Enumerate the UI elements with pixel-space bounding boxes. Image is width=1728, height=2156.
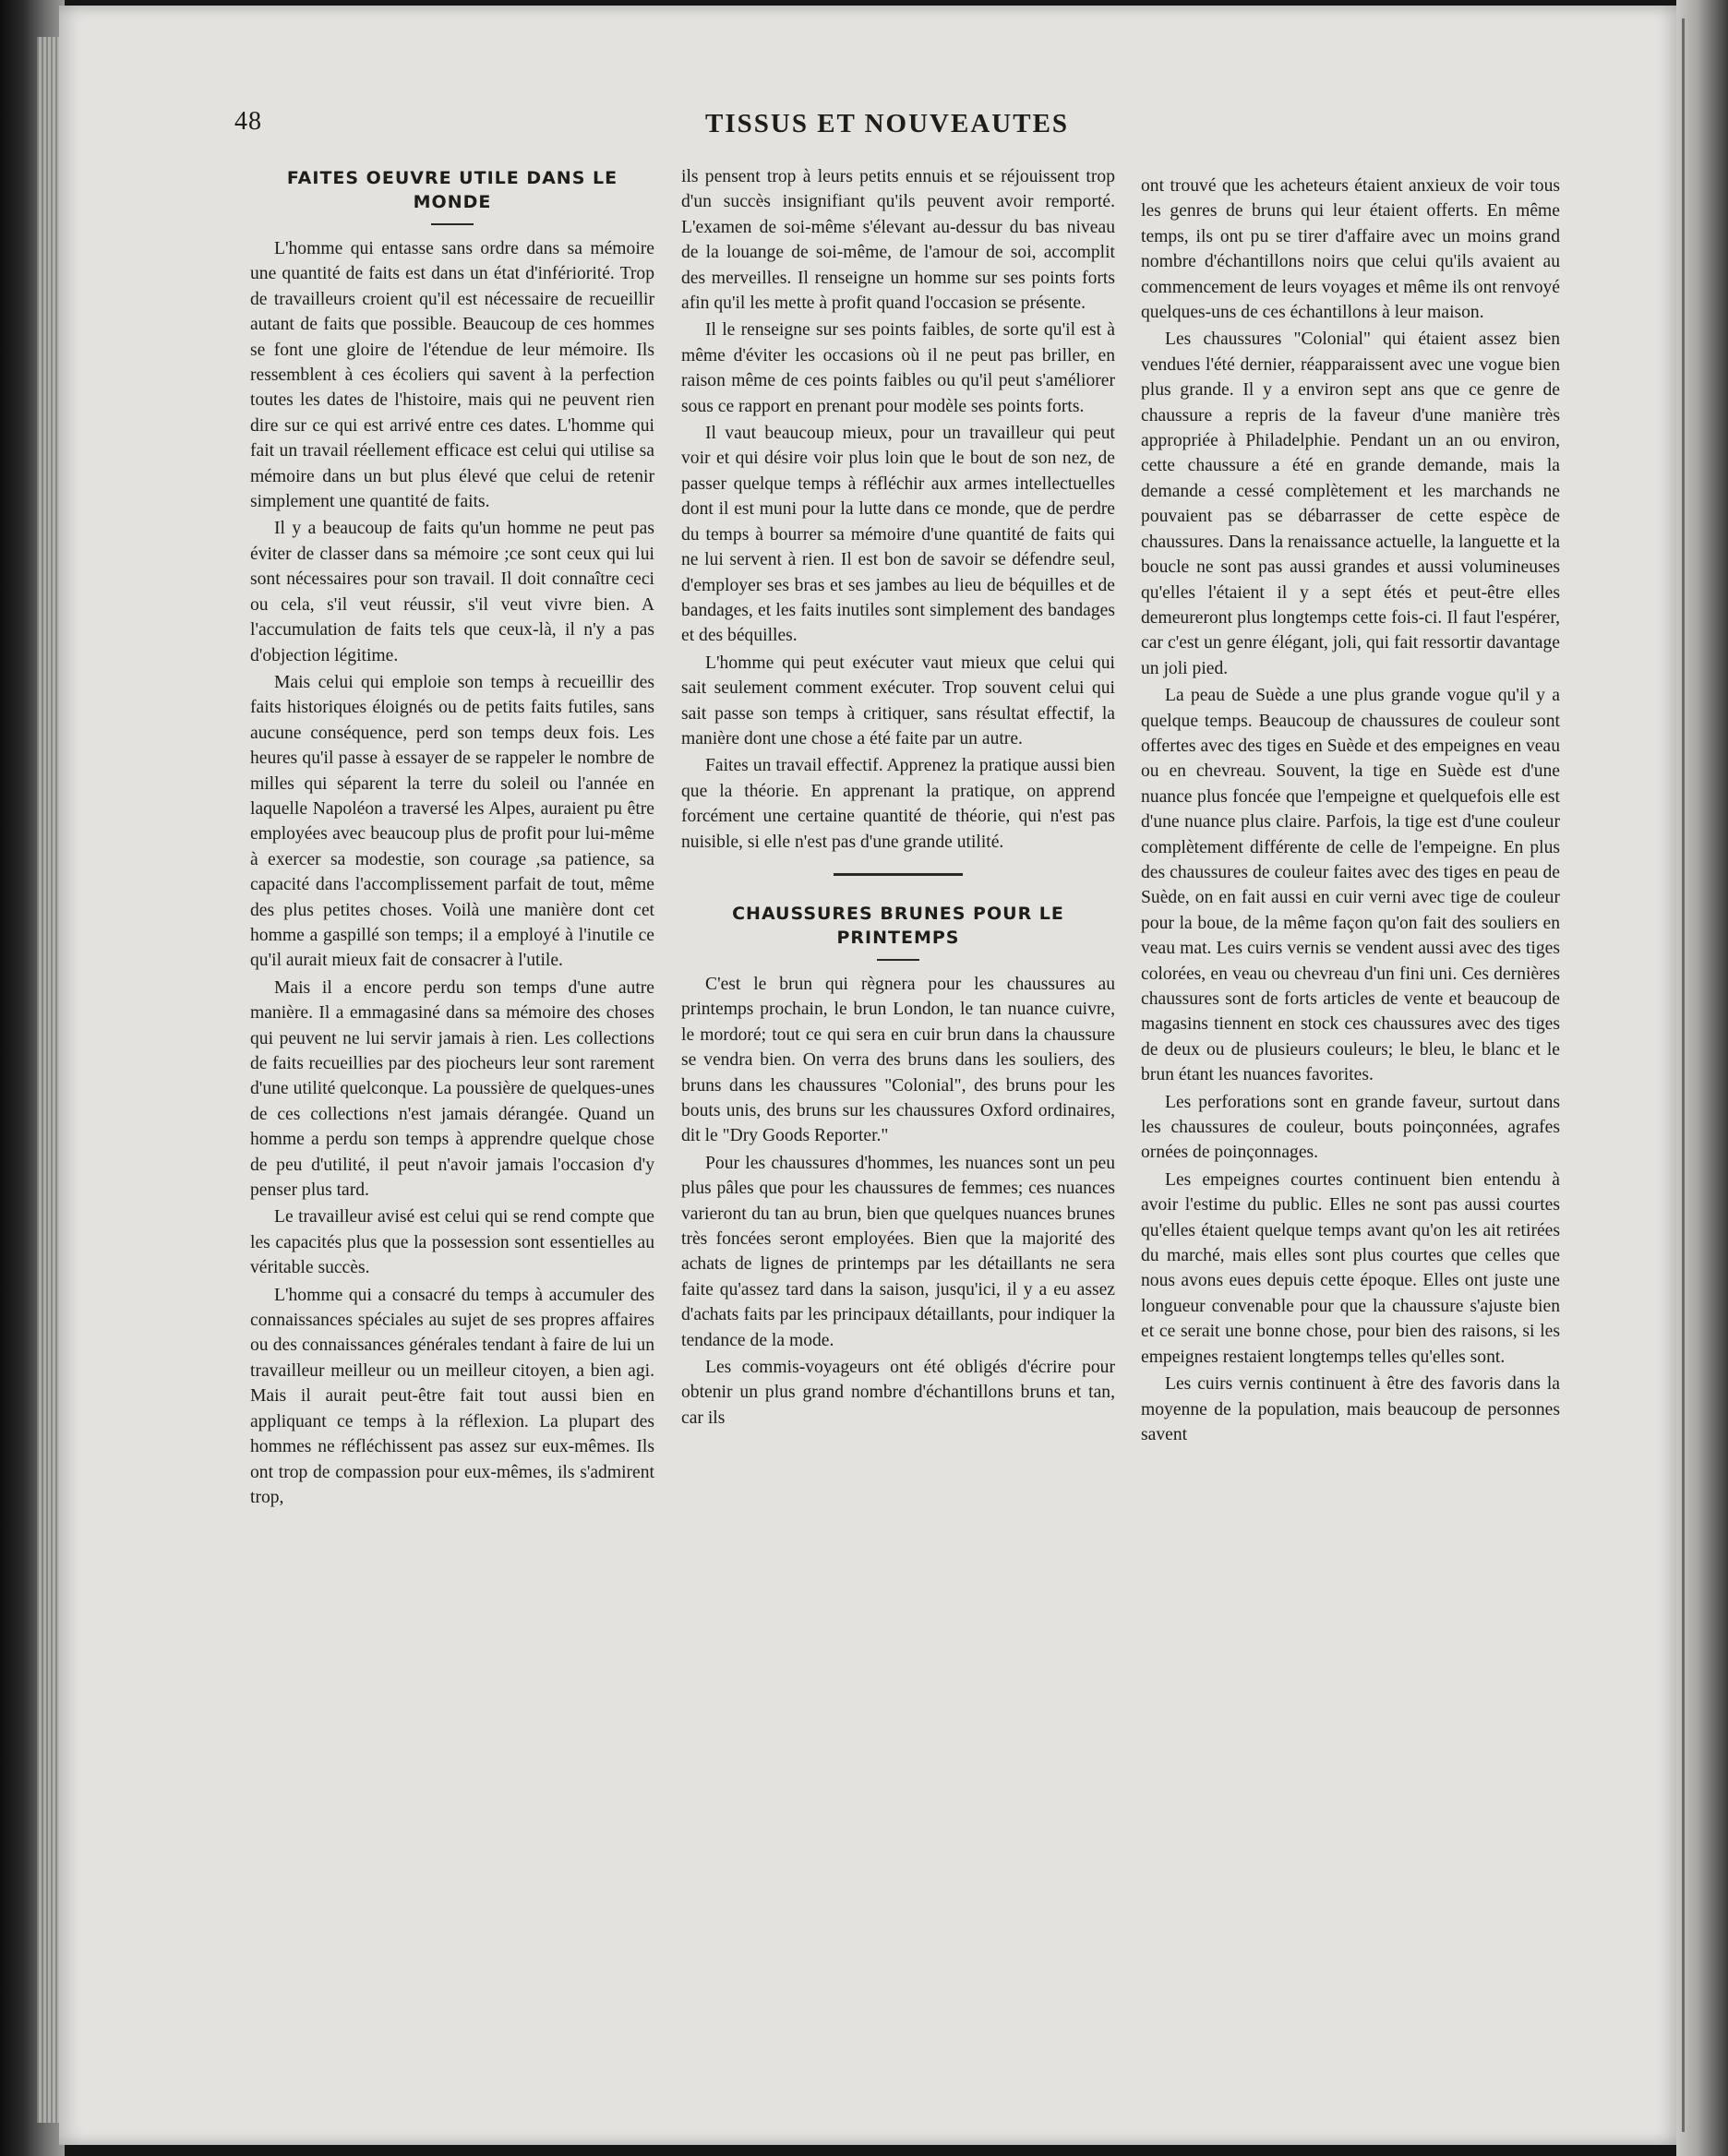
paragraph: Les empeignes courtes continuent bien entendu à avoir l'estime du public. Elles ne sont pas aussi courtes qu'elles étaient quelque temps avant qu'on les ait retirées du marché, mais elles sont plus courtes que celles que nous avons eues depuis cette époque. Elles ont juste une longueur convenable pour que la chaussure s'ajuste bien et ce serait une bonne chose, pour bien des raisons, si les empeignes restaient longtemps telles qu'elles sont. (1141, 1169, 1560, 1367)
paragraph: Les commis-voyageurs ont été obligés d'écrire pour obtenir un plus grand nombre d'échantillons bruns et tan, car ils (681, 1358, 1115, 1428)
column-middle (681, 164, 1115, 1432)
paragraph: C'est le brun qui règnera pour les chaussures au printemps prochain, le brun London, le tan nuance cuivre, le mordoré; tout ce qui sera en cuir brun dans la chaussure se vendra bien. On verra des bruns dans les souliers, des bruns dans les chaussures "Colonial", des bruns pour les bouts unis, des bruns sur les chaussures Oxford ordinaires, dit le "Dry Goods Reporter." (681, 974, 1115, 1146)
paragraph: Il vaut beaucoup mieux, pour un travailleur qui peut voir et qui désire voir plus loin que le bout de son nez, de passer quelque temps à réfléchir aux armes intellectuelles dont il est muni pour la lutte dans ce monde, que de perdre du temps à bourrer sa mémoire d'une quantité de faits qui ne lui servent à rien. Il est bon de savoir se défendre seul, d'employer ses bras et ses jambes au lieu de béquilles et de bandages, et les faits inutiles sont simplement des bandages et des béquilles. (681, 424, 1115, 646)
paragraph: Pour les chaussures d'hommes, les nuances sont un peu plus pâles que pour les chaussures de femmes; ces nuances varieront du tan au brun, bien que quelques nuances brunes très foncées seront employées. Bien que la majorité des achats de lignes de printemps par les détaillants ne sera faite qu'assez tard dans la saison, jusqu'ici, il y a eu assez d'achats faits par les principaux détaillants, pour indiquer la tendance de la mode. (681, 1153, 1115, 1350)
column-right (1141, 174, 1560, 1449)
paragraph: L'homme qui a consacré du temps à accumuler des connaissances spéciales au sujet de ses propres affaires ou des connaissances générales tendant à faire de lui un travailleur meilleur ou un meilleur citoyen, a bien agi. Mais il aurait peut-être fait tout aussi bien en appliquant ce temps à la réflexion. La plupart des hommes ne réfléchissent pas assez sur eux-mêmes. Ils ont trop de compassion pour eux-mêmes, ils s'admirent trop, (250, 1285, 654, 1507)
running-header (59, 107, 1676, 153)
running-title: TISSUS ET NOUVEAUTES (705, 109, 1070, 138)
article-title: CHAUSSURES BRUNES POUR LE PRINTEMPS (732, 903, 1064, 948)
paragraph: Le travailleur avisé est celui qui se rend compte que les capacités plus que la possession sont essentielles au véritable succès. (250, 1207, 654, 1278)
paragraph: Faites un travail effectif. Apprenez la pratique aussi bien que la théorie. En apprenant la pratique, on apprend forcément une certaine quantité de théorie, qui n'est pas nuisible, si elle n'est pas d'une grande utilité. (681, 756, 1115, 852)
paragraph: Les chaussures "Colonial" qui étaient assez bien vendues l'été dernier, réapparaissent avec une vogue bien plus grande. Il y a environ sept ans que ce genre de chaussure a repris de la faveur d'une manière très appropriée à Philadelphie. Pendant un an ou environ, cette chaussure a été en grande demande, mais la demande a cessé complètement et les marchands ne pouvaient pas se débarrasser de cette espèce de chaussures. Dans la renaissance actuelle, la languette et la boucle ne sont pas aussi grandes et aussi volumineuses qu'elles l'étaient il y a sept étés et peut-être elles demeureront plus longtemps cette fois-ci. Il faut l'espérer, car c'est un genre élégant, joli, qui fait ressortir davantage un joli pied. (1141, 329, 1560, 678)
paragraph: La peau de Suède a une plus grande vogue qu'il y a quelque temps. Beaucoup de chaussures de couleur sont offertes avec des tiges en Suède et des empeignes en veau ou en chevreau. Souvent, la tige en Suède est d'une nuance plus foncée que l'empeigne et quelquefois elle est d'une nuance plus claire. Parfois, la tige est d'une couleur complètement différente de celle de l'empeigne. En plus des chaussures de couleur faites avec des tiges en peau de Suède, on en fait aussi en cuir verni avec tige de couleur pour la boue, de la même façon qu'on fait des souliers en veau mat. Les cuirs vernis se vendent aussi avec des tiges colorées, en veau ou chevreau d'un fini uni. Ces dernières chaussures sont de forts articles de vente et beaucoup de magasins tiennent en stock ces chaussures avec des tiges de deux ou de plusieurs couleurs; le bleu, le blanc et le brun étant les nuances favorites. (1141, 686, 1560, 1085)
paragraph: L'homme qui peut exécuter vaut mieux que celui qui sait seulement comment exécuter. Trop souvent celui qui sait passe son temps à critiquer, sans résultat effectif, la manière dont une chose a été faite par un autre. (681, 653, 1115, 749)
paragraph: Mais il a encore perdu son temps d'une autre manière. Il a emmagasiné dans sa mémoire des choses qui peuvent ne lui servir jamais à rien. Les collections de faits recueillies par des piocheurs leur sont rarement d'une utilité quelconque. La poussière de quelques-unes de ces collections n'est jamais dérangée. Quand un homme a perdu son temps à apprendre quelque chose de peu d'utilité, il peut n'avoir jamais l'occasion d'y penser plus tard. (250, 977, 654, 1201)
article-separator (834, 873, 963, 876)
paragraph: Mais celui qui emploie son temps à recueillir des faits historiques éloignés ou de petits faits futiles, sans aucune conséquence, perd son temps deux fois. Les heures qu'il passe à essayer de se rappeler le nombre de milles qui séparent la terre du soleil ou l'année en laquelle Napoléon a traversé les Alpes, auraient pu être employées avec beaucoup plus de profit pour lui-même à exercer sa modestie, son courage ,sa patience, sa capacité dans l'accomplissement parfait de tout, même des plus petites choses. Voilà une manière dont cet homme a gaspillé son temps; il a employé à l'inutile ce qu'il aurait mieux fait de consacrer à l'utile. (250, 672, 654, 971)
magazine-page (59, 6, 1676, 2145)
paragraph: Les cuirs vernis continuent à être des favoris dans la moyenne de la population, mais beaucoup de personnes savent (1141, 1374, 1560, 1444)
paragraph: Il y a beaucoup de faits qu'un homme ne peut pas éviter de classer dans sa mémoire ;ce sont ceux qui lui sont nécessaires pour son travail. Il doit connaître ceci ou cela, s'il veut réussir, s'il veut vivre bien. A l'accumulation de faits tels que ceux-là, il n'y a pas d'objection légitime. (250, 519, 654, 665)
paragraph: Il le renseigne sur ses points faibles, de sorte qu'il est à même d'éviter les occasions où il ne peut pas briller, en raison même de ces points faibles ou qu'il peut s'améliorer sous ce rapport en prenant pour modèle ses points forts. (681, 320, 1115, 416)
paragraph-continued: ont trouvé que les acheteurs étaient anxieux de voir tous les genres de bruns qui leur étaient offerts. En même temps, ils ont pu se tirer d'affaire avec un moins grand nombre d'échantillons noirs que celui qu'ils avaient au commencement de leurs voyages et même ils ont renvoyé quelques-uns de ces échantillons à leur maison. (1141, 176, 1560, 323)
paragraph-continued: ils pensent trop à leurs petits ennuis et se réjouissent trop d'un succès insignifiant qu'ils peuvent avoir remporté. L'examen de soi-même s'élevant au-dessur du bas niveau de la louange de soi-même, de l'amour de soi, accomplit des merveilles. Il renseigne un homme sur ses points forts afin qu'il les mette à profit quand l'occasion se présente. (681, 167, 1115, 314)
title-rule (431, 223, 474, 225)
column-left (250, 164, 654, 1512)
page-number: 48 (234, 107, 262, 136)
paragraph: L'homme qui entasse sans ordre dans sa mémoire une quantité de faits est dans un état d'infériorité. Trop de travailleurs croient qu'il est nécessaire de recueillir autant de faits que possible. Beaucoup de ces hommes se font une gloire de l'étendue de leur mémoire. Ils ressemblent à ces écoliers qui savent à la perfection toutes les dates de l'histoire, mais qui ne peuvent rien dire sur ce qui est arrivé entre ces dates. L'homme qui fait un travail réellement efficace est celui qui utilise sa mémoire dans un but plus élevé que celui de retenir simplement une quantité de faits. (250, 239, 654, 512)
article-title: FAITES OEUVRE UTILE DANS LE MONDE (286, 168, 618, 212)
paragraph: Les perforations sont en grande faveur, surtout dans les chaussures de couleur, bouts poinçonnées, agrafes ornées de poinçonnages. (1141, 1092, 1560, 1163)
title-rule (877, 959, 919, 961)
next-page-edge (1676, 0, 1728, 2156)
